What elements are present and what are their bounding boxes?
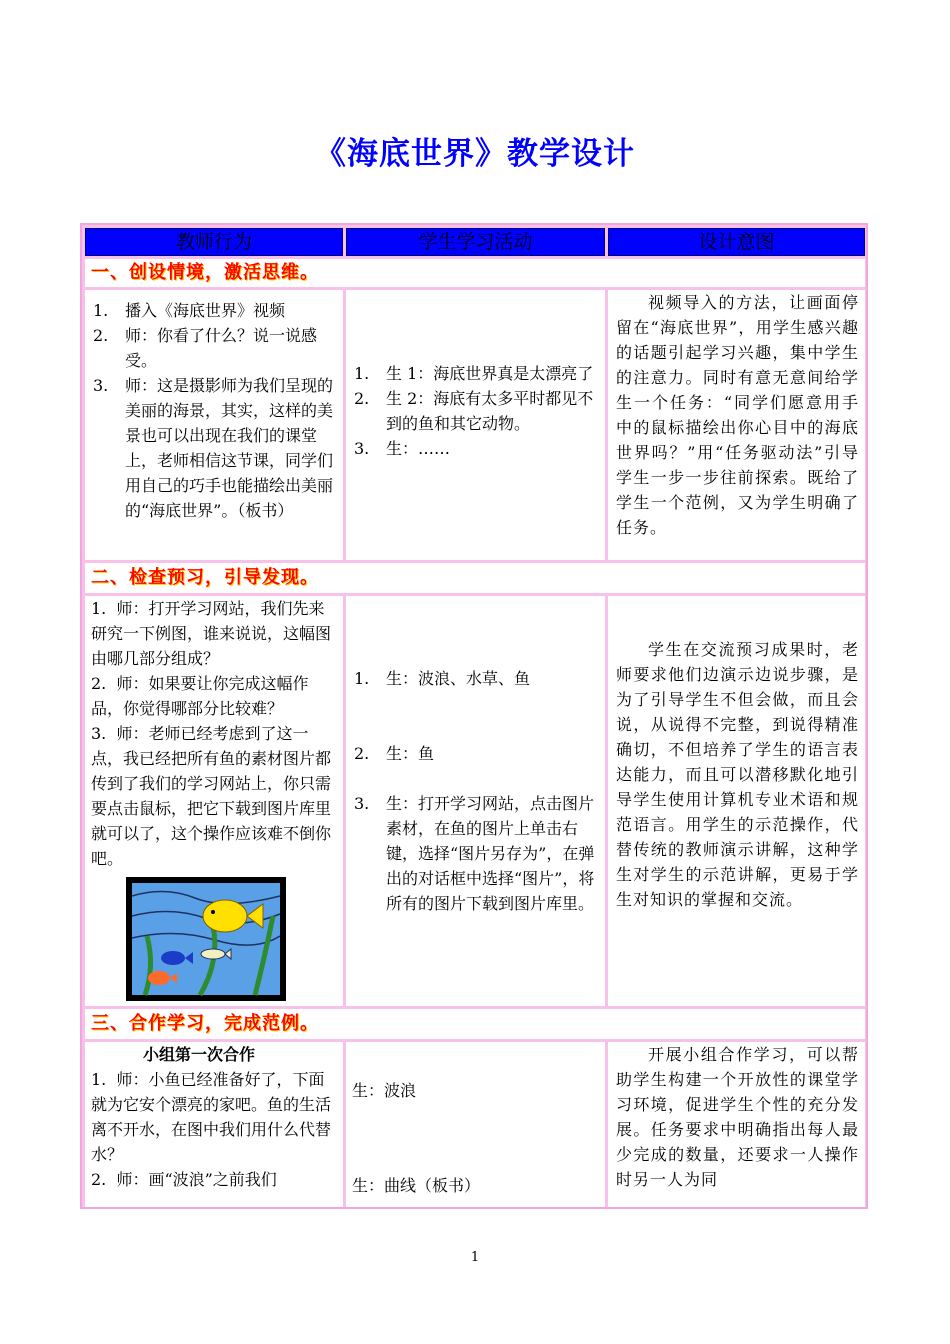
list-item: 1. 生：波浪、水草、鱼 [354, 669, 531, 688]
section3-intent-cell [608, 1042, 865, 1207]
list-item: 1. 师：打开学习网站，我们先来研究一下例图，谁来说说，这幅图由哪几部分组成？ [91, 599, 332, 668]
list-item: 3. 生：打开学习网站，点击图片素材，在鱼的图片上单击右键，选择“图片另存为”，在弹出的对话框中选择“图片”，将所有的图片下载到图片库里。 [354, 794, 595, 913]
list-item: 生：曲线（板书） [352, 1176, 481, 1195]
list-item: 3. 生：…… [354, 439, 451, 458]
section-heading-3: 三、合作学习，完成范例。 [85, 1009, 865, 1039]
list-item: 生：波浪 [352, 1081, 417, 1100]
section2-intent-cell [608, 596, 865, 1006]
page-number: 1 [470, 1250, 480, 1265]
section-heading-2: 二、检查预习，引导发现。 [85, 563, 865, 593]
section3-teacher-cell [85, 1042, 343, 1207]
list-item: 1. 生 1：海底世界真是太漂亮了 [354, 364, 594, 383]
section1-student-cell [346, 290, 605, 560]
list-item: 2. 生 2：海底有太多平时都见不到的鱼和其它动物。 [354, 389, 594, 433]
list-item: 2. 师：如果要让你完成这幅作品，你觉得哪部分比较难？ [91, 674, 309, 718]
aquarium-illustration [125, 876, 287, 1002]
intent-text: 开展小组合作学习，可以帮助学生构建一个开放性的课堂学习环境，促进学生个性的充分发展。任务要求中明确指出每人最少完成的数量，还要求一人操作时另一人为同 [616, 1045, 859, 1189]
header-intent: 设计意图 [608, 228, 865, 256]
section1-teacher-cell [85, 290, 343, 560]
section1-intent-cell [608, 290, 865, 560]
section3-student-cell [346, 1042, 605, 1207]
list-item: 1. 播入《海底世界》视频 [93, 301, 286, 320]
list-item: 2. 生：鱼 [354, 744, 435, 763]
intent-text: 学生在交流预习成果时，老师要求他们边演示边说步骤，是为了引导学生不但会做，而且会说，从说得不完整，到说得精准确切，不但培养了学生的语言表达能力，而且可以潜移默化地引导学生使用计算机专业术语和规范语言。用学生的示范操作，代替传统的教师演示讲解，这种学生对学生的示范讲解，更易于学生对知识的掌握和交流。 [616, 640, 859, 909]
list-item: 1. 师：小鱼已经准备好了，下面就为它安个漂亮的家吧。鱼的生活离不开水，在图中我们用什么代替水？ [91, 1070, 332, 1164]
list-item: 3. 师：这是摄影师为我们呈现的美丽的海景，其实，这样的美景也可以出现在我们的课堂上，老师相信这节课，同学们用自己的巧手也能描绘出美丽的“海底世界”。（板书） [93, 376, 334, 520]
section-heading-1: 一、创设情境，激活思维。 [85, 259, 865, 287]
fish-icon [125, 876, 287, 1002]
intent-text: 视频导入的方法，让画面停留在“海底世界”，用学生感兴趣的话题引起学习兴趣，集中学生的注意力。同时有意无意间给学生一个任务：“同学们愿意用手中的鼠标描绘出你心目中的海底世界吗？”用“任务驱动法”引导学生一步一步往前探索。既给了学生一个范例，又为学生明确了任务。 [616, 293, 859, 537]
header-student: 学生学习活动 [346, 228, 605, 256]
list-item: 2. 师：画“波浪”之前我们 [91, 1170, 277, 1189]
list-item: 2. 师：你看了什么？说一说感受。 [93, 326, 318, 370]
section2-teacher-cell [85, 596, 343, 1006]
list-item: 3. 师：老师已经考虑到了这一点，我已经把所有鱼的素材图片都传到了我们的学习网站上，你只需要点击鼠标，把它下载到图片库里就可以了，这个操作应该难不倒你吧。 [91, 724, 332, 868]
page-title: 《海底世界》教学设计 [315, 136, 635, 172]
lesson-table [80, 223, 868, 1209]
group-title: 小组第一次合作 [143, 1045, 256, 1064]
header-teacher: 教师行为 [85, 228, 343, 256]
section2-student-cell [346, 596, 605, 1006]
